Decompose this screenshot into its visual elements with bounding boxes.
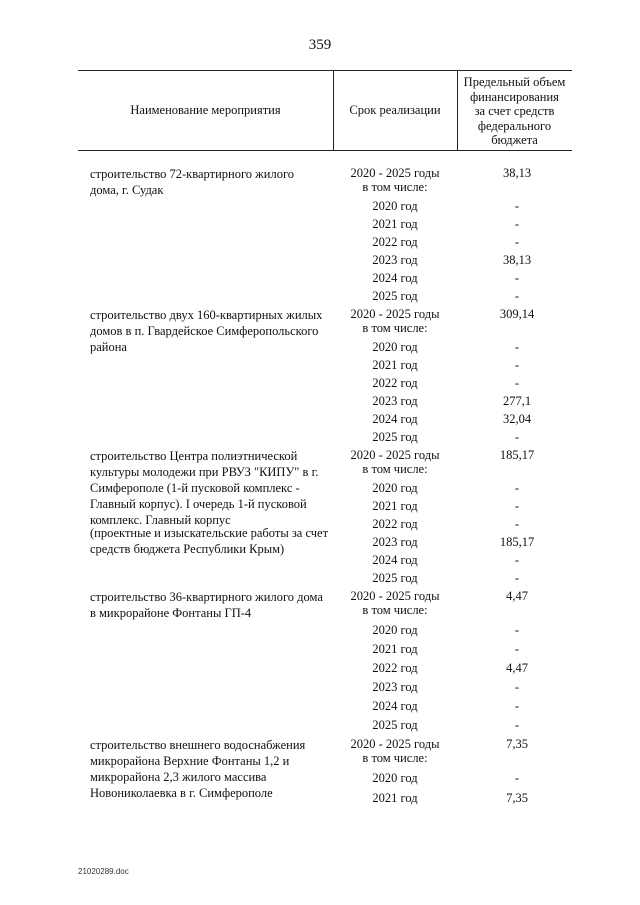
table-top-rule xyxy=(78,70,572,71)
year-label: 2021 год xyxy=(372,499,418,513)
year-value: - xyxy=(514,642,520,656)
year-label: 2021 год xyxy=(372,358,418,372)
item-period: 2020 - 2025 годы xyxy=(350,307,440,321)
year-label: 2023 год xyxy=(372,535,418,549)
item-name: строительство 36-квартирного жилого дома в микрорайоне Фонтаны ГП-4 xyxy=(90,590,323,620)
item-name: строительство внешнего водоснабжения микрорайона Верхние Фонтаны 1,2 и микрорайона 2,3 жилого массива Новониколаевка в г. Симферополе xyxy=(90,738,306,800)
year-value: - xyxy=(514,680,520,694)
year-value: - xyxy=(514,517,520,531)
header-bottom-rule xyxy=(78,150,572,151)
year-label: 2022 год xyxy=(372,661,418,675)
item-including: в том числе: xyxy=(362,751,428,765)
year-label: 2024 год xyxy=(372,553,418,567)
year-label: 2020 год xyxy=(372,199,418,213)
year-value: - xyxy=(514,481,520,495)
year-label: 2025 год xyxy=(372,571,418,585)
year-value: - xyxy=(514,430,520,444)
year-label: 2022 год xyxy=(372,235,418,249)
year-value: - xyxy=(514,623,520,637)
year-label: 2025 год xyxy=(372,289,418,303)
year-label: 2023 год xyxy=(372,394,418,408)
item-total: 185,17 xyxy=(499,448,535,462)
year-value: 38,13 xyxy=(502,253,532,267)
item-period: 2020 - 2025 годы xyxy=(350,448,440,462)
item-including: в том числе: xyxy=(362,462,428,476)
year-value: - xyxy=(514,340,520,354)
item-total: 4,47 xyxy=(506,589,528,603)
year-label: 2020 год xyxy=(372,771,418,785)
page-number: 359 xyxy=(308,37,332,53)
year-label: 2021 год xyxy=(372,217,418,231)
item-note: (проектные и изыскательские работы за счет средств бюджета Республики Крым) xyxy=(90,526,329,556)
year-label: 2020 год xyxy=(372,623,418,637)
year-value: - xyxy=(514,358,520,372)
header-funding: Предельный объем финансирования за счет средств федерального бюджета xyxy=(463,75,566,147)
year-value: - xyxy=(514,553,520,567)
year-value: 185,17 xyxy=(499,535,535,549)
item-name: строительство двух 160-квартирных жилых домов в п. Гвардейское Симферопольского района xyxy=(90,308,323,354)
year-value: - xyxy=(514,217,520,231)
year-value: - xyxy=(514,289,520,303)
year-label: 2023 год xyxy=(372,253,418,267)
item-total: 7,35 xyxy=(506,737,528,751)
header-term: Срок реализации xyxy=(349,103,441,117)
year-value: - xyxy=(514,271,520,285)
year-label: 2021 год xyxy=(372,642,418,656)
year-value: - xyxy=(514,499,520,513)
item-period: 2020 - 2025 годы xyxy=(350,589,440,603)
year-value: - xyxy=(514,571,520,585)
item-total: 309,14 xyxy=(499,307,535,321)
year-label: 2022 год xyxy=(372,376,418,390)
item-name: строительство 72-квартирного жилого дома, г. Судак xyxy=(90,167,295,197)
year-label: 2020 год xyxy=(372,481,418,495)
year-label: 2024 год xyxy=(372,271,418,285)
year-label: 2021 год xyxy=(372,791,418,805)
year-value: 277,1 xyxy=(502,394,532,408)
year-value: 32,04 xyxy=(502,412,532,426)
year-label: 2023 год xyxy=(372,680,418,694)
year-label: 2024 год xyxy=(372,699,418,713)
year-value: - xyxy=(514,235,520,249)
item-total: 38,13 xyxy=(502,166,532,180)
year-label: 2024 год xyxy=(372,412,418,426)
item-including: в том числе: xyxy=(362,180,428,194)
header-name: Наименование мероприятия xyxy=(130,103,281,117)
document-footer: 21020289.doc xyxy=(78,867,129,876)
item-including: в том числе: xyxy=(362,321,428,335)
item-name: строительство Центра полиэтнической культуры молодежи при РВУЗ "КИПУ" в г. Симферополе (1-й пусковой комплекс - Главный корпус). I очередь 1-й пусковой комплекс. Главный корпус xyxy=(90,449,319,527)
item-period: 2020 - 2025 годы xyxy=(350,166,440,180)
year-value: - xyxy=(514,771,520,785)
year-value: 4,47 xyxy=(506,661,528,675)
year-label: 2020 год xyxy=(372,340,418,354)
year-value: - xyxy=(514,376,520,390)
year-label: 2025 год xyxy=(372,430,418,444)
year-label: 2022 год xyxy=(372,517,418,531)
item-period: 2020 - 2025 годы xyxy=(350,737,440,751)
item-including: в том числе: xyxy=(362,603,428,617)
year-label: 2025 год xyxy=(372,718,418,732)
year-value: 7,35 xyxy=(506,791,528,805)
year-value: - xyxy=(514,199,520,213)
year-value: - xyxy=(514,718,520,732)
year-value: - xyxy=(514,699,520,713)
